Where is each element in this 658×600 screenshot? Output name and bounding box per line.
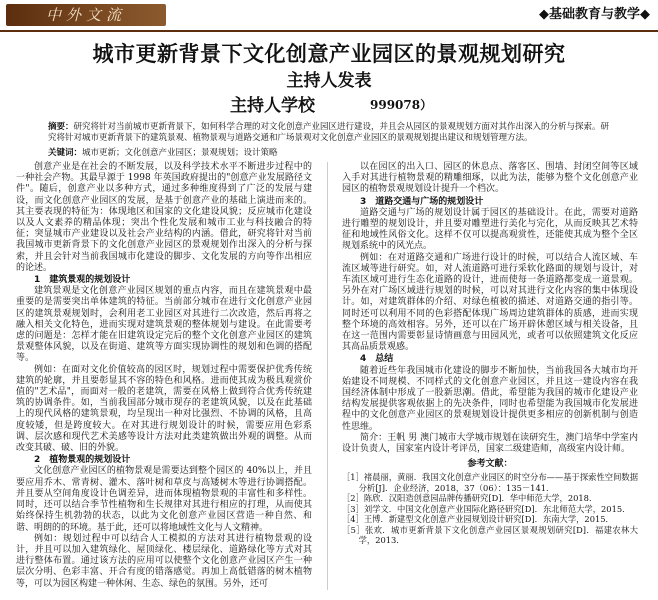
paragraph: 道路交通与广场的规划设计属于园区的基础设计。在此，需要对道路进行雕塑的规划设计，并且要对雕塑进行美化与完化，从而反映其艺术特征和地域性风俗文化。这样不仅可以提高观赏性，还能使其成为整个全区规划系统中的风光点。 xyxy=(342,207,638,252)
abstract-text: 研究将针对当前城市更新背景下，如何科学合理的对文化创意产业园区进行建设，并且会从园区的景观规划方面对其作出深入的分析与探索。研究将针对城市更新背景下的建筑景观、植物景观与道路交通和广场景观对文化创意产业园区的景观规划提出建议和规划管理方法。 xyxy=(48,122,610,143)
paragraph: 随着近些年我国城市化建设的脚步不断加快，当前我国各大城市均开始建设不同规模、不同样式的文化创意产业园区，并且这一建设内容在我国经济体制中形成了一股新思潮。借此，希望能为我国的城市化建设产业结构发展提供客观依据上的先决条件，同时也希望能为我国城市化发展进程中的文化创意产业园区的景观规划设计提供更多相应的创新机制与创造性思维。 xyxy=(342,365,638,432)
section-heading-1: 1 建筑景观的规划设计 xyxy=(34,275,131,286)
section-label: ◆基础教育与教学◆ xyxy=(539,7,650,22)
abstract-label: 摘要： xyxy=(48,122,74,132)
author-bio: 简介：王帆 男 澳门城市大学城市规划在读研究生，澳门培华中学室内设计负责人，国家室内设计考评员，国家二级建造师，高级室内设计师。 xyxy=(342,432,638,455)
paragraph: 建筑景观是文化创意产业园区规划的重点内容，而且在建筑景观中最重要的是需要突出单体建筑的特征。当前部分城市在进行文化创意产业园区的建筑景观规划时，会利用老工业园区对其进行二次改造，然后再将之融入相关文化特色，进而实现对建筑景观的整体规划与建设。在此需要考虑的问题是：怎样才能在旧建筑设定完后的整个文化创意产业园区的建筑景观整体风貌，以及在街道、建筑等方面实现协调性的规划和色调的搭配等。 xyxy=(16,286,312,364)
keywords xyxy=(48,148,616,159)
references-title: 参考文献： xyxy=(467,459,513,470)
section-heading-2: 2 植物景观的规划设计 xyxy=(34,455,131,466)
article-title: 城市更新背景下文化创意产业园区的景观规划研究 xyxy=(92,42,566,66)
paragraph: 例如：在面对文化价值较高的园区时，规划过程中需要保护优秀传统建筑的轮廓，并且要彰显其不容的特色和风格。进而使其成为极具观赏价值的"艺术品"，而面对一般的老建筑，需要在风格上做到符合优秀传统建筑的协调条件。如，当前我国部分城市现存的老建筑风貌，以及在此基础上的现代风格的建筑景观，均呈现出一种对比强烈、不协调的风格，且高度较矮，但是跨度较大。在对其进行规划设计的时候，需要应用色彩系调、层次感和现代艺术美感等设计方法对此类建筑做出外观的调整。从而改变其破、破、旧的外貌。 xyxy=(16,364,312,454)
reference-item: ［1］褚晨丽，黄丽．我国文化创意产业园区的时空分布——基于探索性空间数据分析[J]．企业经济，2018，37（06）：135－141． xyxy=(342,472,638,493)
paragraph: 文化创意产业园区的植物景观是需要达到整个园区的 40%以上，并且要应用乔木、常青树、灌木、落叶树和草皮与高矮树木等进行协调搭配。并且要从空间角度设计色调差异，进而体现植物景观的丰富性和多样性。同时，还可以结合季节性植物和生长规律对其进行相应的打理，从而使其始终保持生机勃勃的状态，以此为文化创意产业园区营造一种自然、和谐、明朗的的环境。基于此，还可以将地域性文化与人文精神。 xyxy=(16,466,312,533)
section-heading-3: 3 道路交通与广场的规划设计 xyxy=(360,196,484,207)
paragraph: 例如：在对道路交通和广场进行设计的时候，可以结合人流区域、车流区域等进行研究。如，对人流道路可进行采软化路面的规划与设计，对车流区域可进行生态化道路的设计，进而使每一条道路都变成一道景观。另外在对广场区域进行规划的时候，可以对其进行文化内容的集中体现设计。如，对建筑群体的介绍、对绿色植被的描述、对道路交通的指引等。同时还可以利用不同的色彩搭配体现广场周边建筑群体的质感，进而实现整个环境的高效相容。另外，还可以在广场开辟休憩区域与相关设备，且在这一范围内需要彰显诗情画意与田园风光，或者可以依照建筑文化反应其高品质景观感。 xyxy=(342,252,638,353)
host-line: 主持人发表 xyxy=(286,71,372,91)
keywords-text: 城市更新；文化创意产业园区；景观规划；设计策略 xyxy=(82,148,278,158)
section-heading-4: 4 总结 xyxy=(360,354,394,365)
paragraph: 以在园区的出入口、园区的休息点、落客区、围墙、封闭空间等区域入手对其进行植物景观的精雕细琢，以此为法，能够为整个文化创意产业园区的植物景观规划设计提升一个档次。 xyxy=(342,162,638,195)
reference-item: ［3］刘学文．中国文化创意产业国际化路径研究[D]．东北师范大学，2015． xyxy=(342,503,631,514)
paragraph: 例如：规划过程中可以结合人工模拟的方法对其进行植物景观的设计，并且可以加入建筑绿化、屋顶绿化、楼层绿化、道路绿化等方式对其进行整体布置。通过该方法的应用可以使整个文化创意产业园区产生一种层次分明、色彩丰富、开合有度的错落感觉。再加上高低错落的树木植物等，可以为园区构建一种休闲、生态、绿色的氛围。另外，还可 xyxy=(16,533,312,589)
reference-item: ［2］陈欣．汉阳造创意园品牌传播研究[D]．华中师范大学，2018． xyxy=(342,493,598,504)
column-divider xyxy=(327,162,328,590)
reference-item: ［4］王博．新建型文化创意产业园规划设计研究[D]．东南大学，2015． xyxy=(342,514,614,525)
keywords-label: 关键词： xyxy=(48,148,83,158)
reference-item: ［5］张欢．城市更新背景下文化创意产业园区景观规划研究[D]．福建农林大学，2013． xyxy=(342,524,638,545)
postal-code: 999078） xyxy=(370,98,433,112)
page-header xyxy=(0,0,658,28)
left-column xyxy=(16,162,312,590)
abstract xyxy=(48,122,616,144)
right-column xyxy=(342,162,638,545)
intro-paragraph: 创意产业是在社会的不断发展，以及科学技术水平不断进步过程中的一种社会产物。其最早源于 1998 年英国政府提出的"创意产业发展路径文件"。随后，创意产业以多种方式，通过多种维度得到了广泛的发展与建设，而文化创意产业园区的发展，是基于创意产业的基础上演进而来的。其主要表现的特征为：体现地区和国家的文化建设风貌；反应城市化建设以及人文素养的精品体现；突出个性化发展和城市工业与科技融合的特征；突显城市产业建设以及社会产业结构的内涵。借此，研究将针对当前我国城市更新背景下的文化创意产业园区的景观规划作出深入的分析与探索，并且会针对当前我国城市化建设的脚步、文化发展的方向等作出相应的论述。 xyxy=(16,162,312,273)
host-school-line: 主持人学校 xyxy=(230,96,315,116)
header-divider xyxy=(0,30,658,32)
journal-logo xyxy=(6,4,166,26)
journal-logo-text: 中外文流 xyxy=(45,6,126,24)
